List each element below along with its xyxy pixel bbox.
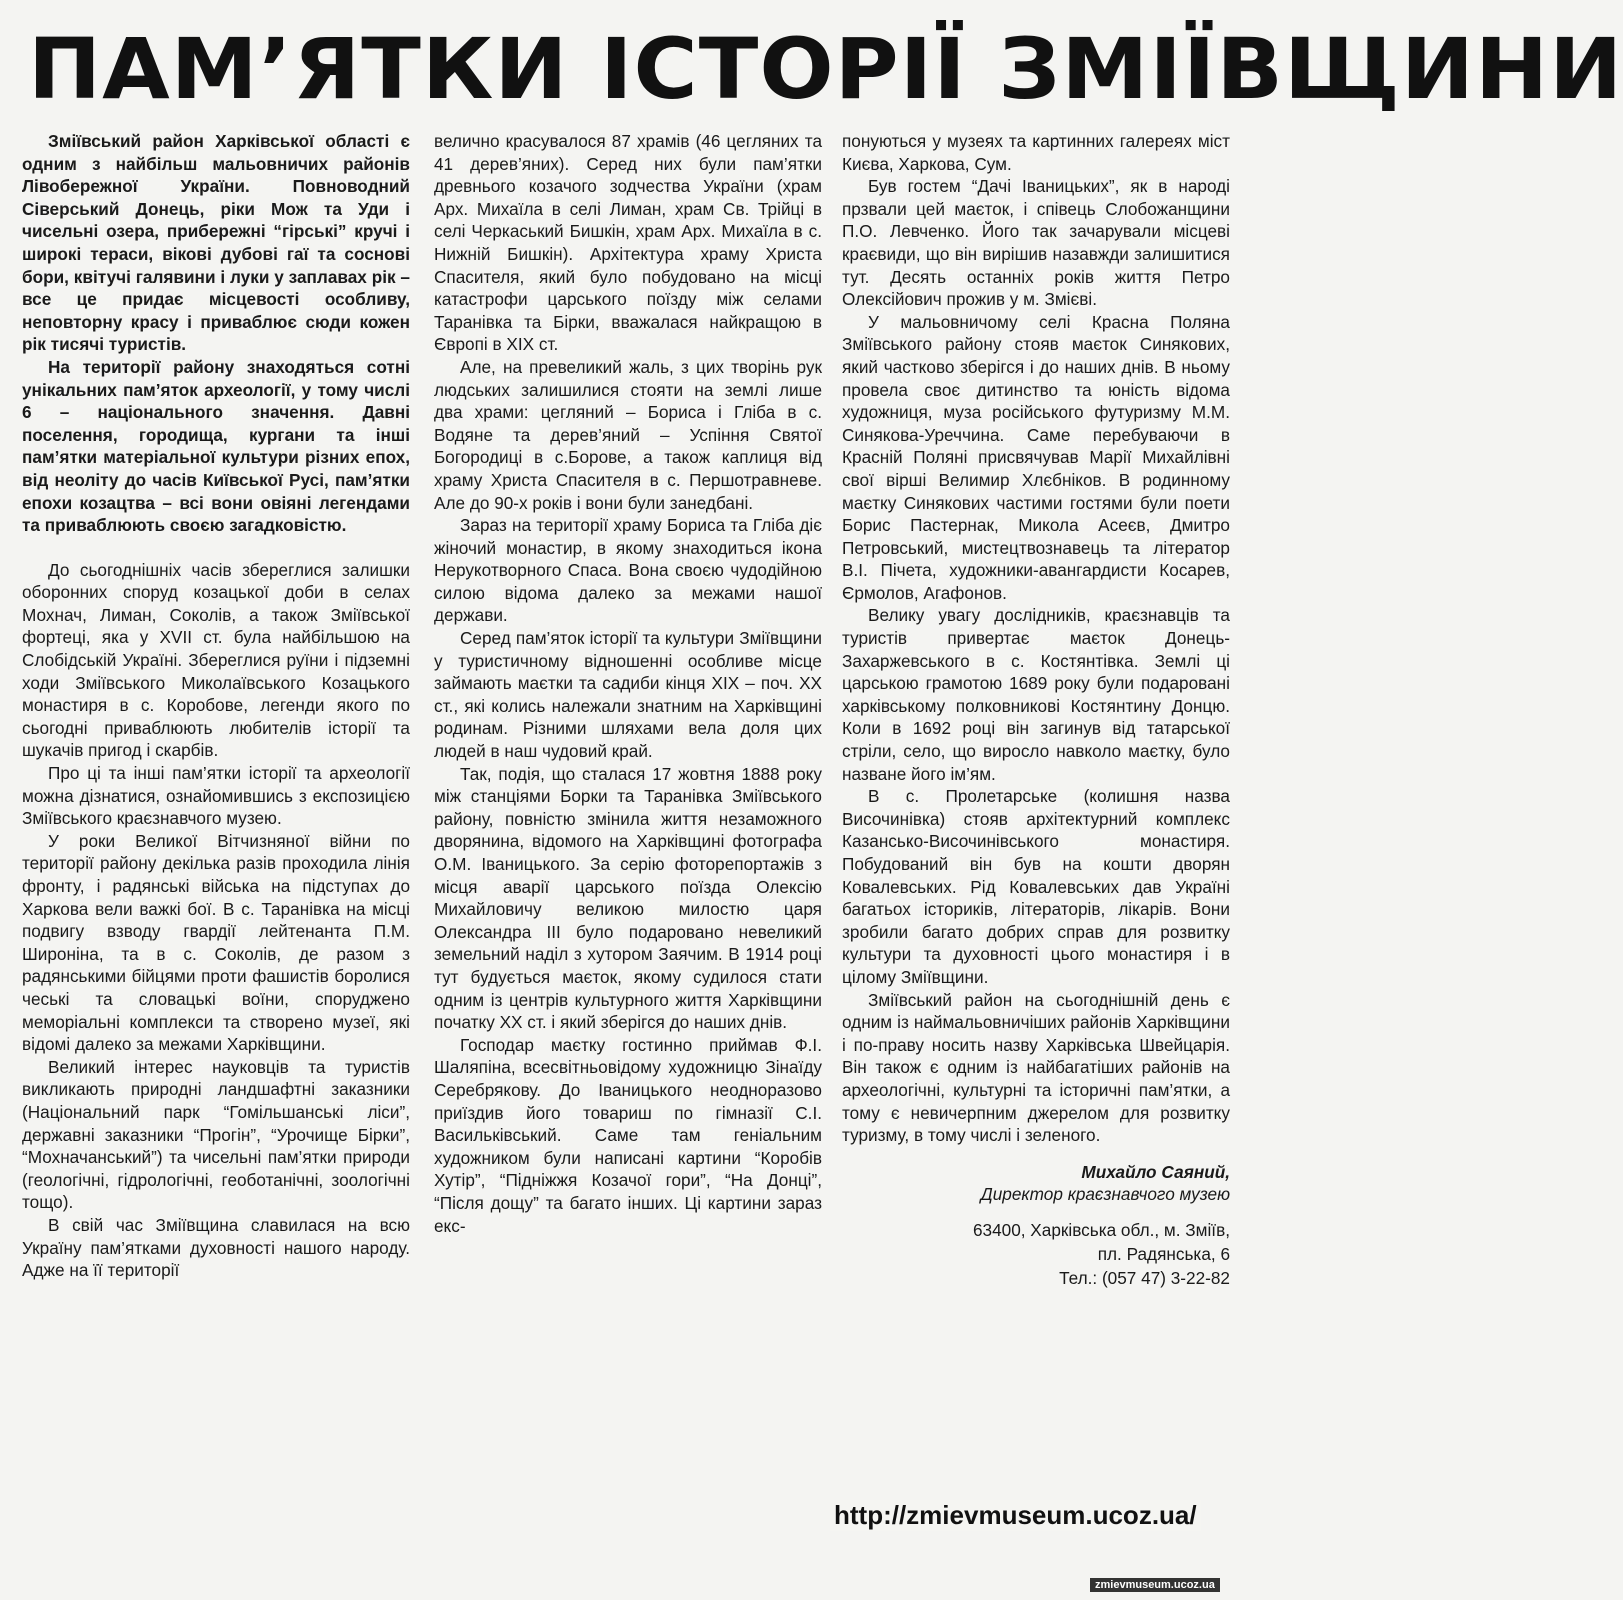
source-credit: zmievmuseum.ucoz.ua <box>1090 1578 1220 1592</box>
column-3 <box>842 130 1230 1570</box>
paragraph: Так, подія, що сталася 17 жовтня 1888 року між станціями Борки та Таранівка Зміївського району, повністю змінила життя незаможного дворянина, відомого на Харківщині фотографа О.М. Іваницького. За серію фоторепортажів з місця аварії царського поїзда Олексію Михайловичу великою милостю царя Олександра III було подаровано невеликий земельний наділ з хутором Заячим. В 1914 році тут будується маєток, якому судилося стати одним із центрів культурного життя Харківщини початку XX ст. і який зберігся до наших днів. <box>434 763 822 1033</box>
paragraph: Але, на превеликий жаль, з цих творінь рук людських залишилися стояти на землі лише два храми: цегляний – Бориса і Гліба в с. Водяне та дерев’яний – Успіння Святої Богородиці в с.Борове, а також каплиця від храму Христа Спасителя в с. Першотравневе. Але до 90-х років і вони були занедбані. <box>434 356 822 513</box>
paragraph: В с. Пролетарське (колишня назва Височинівка) стояв архітектурний комплекс Казансько-Височинівського монастиря. Побудований він був на кошти дворян Ковалевських. Рід Ковалевських дав Україні багатьох істориків, літераторів, лікарів. Вони зробили багато добрих справ для розвитку культури та духовності цього монастиря і в цілому Зміївщини. <box>842 786 1230 987</box>
paragraph: Господар маєтку гостинно приймав Ф.І. Шаляпіна, всесвітньовідому художницю Зінаїду Серебрякову. До Іваницького неодноразово приїздив його товариш по гімназії С.І. Васильківський. Саме там геніальним художником були написані картини “Коробів Хутір”, “Підніжжя Козачої гори”, “На Донці”, “Після дощу” та багато інших. Ці картини зараз екс- <box>434 1034 822 1236</box>
paragraph: Був гостем “Дачі Іваницьких”, як в народі прзвали цей маєток, і співець Слобожанщини П.О. Левченко. Його так зачарували місцеві краєвиди, що він вирішив назавжди залишитися тут. Десять останніх років життя Петро Олексійович прожив у м. Змієві. <box>842 176 1230 310</box>
paragraph: До сьогоднішніх часів збереглися залишки оборонних споруд козацької доби в селах Мохнач, Лиман, Соколів, а також Зміївської фортеці, яка у XVII ст. була найбільшою на Слобідській Україні. Збереглися руїни і підземні ходи Зміївського Миколаївського Козацького монастиря в с. Коробове, легенди якого по сьогодні приваблюють любителів історії та шукачів пригод і скарбів. <box>22 559 410 761</box>
article-body <box>22 130 1242 1570</box>
column-3-paragraphs <box>842 130 1230 1147</box>
address-line-1: 63400, Харківська обл., м. Зміїв, <box>972 1219 1230 1240</box>
paragraph: Зараз на території храму Бориса та Гліба діє жіночий монастир, в якому знаходиться ікона Нерукотворного Спаса. Вона своєю чудодійною силою відома далеко за межами нашої держави. <box>434 515 822 626</box>
author-title: Директор краєзнавчого музею <box>980 1184 1230 1205</box>
address-line-2: пл. Радянська, 6 <box>1097 1243 1230 1264</box>
paragraph: Великий інтерес науковців та туристів викликають природні ландшафтні заказники (Національний парк “Гомільшанські ліси”, державні заказники “Прогін”, “Урочище Бірки”, “Мохначанський”) та чисельні пам’ятки природи (геологічні, гідрологічні, геоботанічні, зоологічні тощо). <box>22 1056 410 1213</box>
paragraph: велично красувалося 87 храмів (46 цегляних та 41 дерев’яних). Серед них були пам’ятки древнього козачого зодчества України (храм Арх. Михаїла в селі Лиман, храм Св. Трійці в селі Черкаський Бишкін, храм Арх. Михаїла в с. Нижній Бишкін). Архітектура храму Христа Спасителя, який було побудовано на місці катастрофи царського поїзду між селами Таранівка та Бірки, вважалася найкращою в Європі в XIX ст. <box>434 131 822 355</box>
author-name: Михайло Саяний, <box>1081 1161 1230 1182</box>
paragraph: Зміївський район на сьогоднішній день є одним із наймальовничіших районів Харківщини і по-праву носить назву Харківська Швейцарія. Він також є одним із найбагатіших районів на археологічні, культурні та історичні пам’ятки, а тому є невичерпним джерелом для розвитку туризму, в тому числі і зеленого. <box>842 989 1230 1146</box>
website-watermark: http://zmievmuseum.ucoz.ua/ <box>830 1500 1201 1531</box>
paragraph: Про ці та інші пам’ятки історії та археології можна дізнатися, ознайомившись з експозицією Зміївського краєзнавчого музею. <box>22 763 410 829</box>
address-line-3: Тел.: (057 47) 3-22-82 <box>1059 1267 1230 1288</box>
paragraph: Серед пам’яток історії та культури Зміївщини у туристичному відношенні особливе місце займають маєтки та садиби кінця XIX – поч. XX ст., які колись належали знатним на Харківщині родинам. Різними шляхами вела доля цих людей в наш чудовий край. <box>434 628 822 762</box>
paragraph: Велику увагу дослідників, краєзнавців та туристів привертає маєток Донець-Захаржевського в с. Костянтівка. Землі ці царською грамотою 1689 року були подаровані харківському полковникові Костянтину Донцю. Коли в 1692 році він загинув від татарської стріли, село, що виросло навколо маєтку, було назване його ім’ям. <box>842 605 1230 784</box>
paragraph: У роки Великої Вітчизняної війни по території району декілька разів проходила лінія фронту, і радянські війська на підступах до Харкова вели важкі бої. В с. Таранівка на місці подвигу взводу гвардії лейтенанта П.М. Широніна, та в с. Соколів, де разом з радянськими бійцями проти фашистів боролися чеські та словацькі воїни, споруджено меморіальні комплекси та створено музеї, які відомі далеко за межами Харківщини. <box>22 830 410 1055</box>
column-2 <box>434 130 822 1570</box>
column-1 <box>22 130 410 1570</box>
paragraph: Зміївський район Харківської області є одним з найбільш мальовничих районів Лівобережної України. Повноводний Сіверський Донець, ріки Мож та Уди і чисельні озера, прибережні “гірські” кручі і широкі тераси, вікові дубові гаї та соснові бори, квітучі галявини і луки у заплавах рік – все це придає місцевості особливу, неповторну красу і приваблює сюди кожен рік тисячі туристів. <box>22 131 410 355</box>
paragraph: понуються у музеях та картинних галереях міст Києва, Харкова, Сум. <box>842 131 1230 174</box>
author-signature <box>842 1161 1230 1206</box>
paragraph: На території району знаходяться сотні унікальних пам’яток археології, у тому числі 6 – національного значення. Давні поселення, городища, кургани та інші пам’ятки матеріальної культури різних епох, від неоліту до часів Київської Русі, пам’ятки епохи козацтва – всі вони овіяні легендами та приваблюють своєю загадковістю. <box>22 356 410 536</box>
paragraph: У мальовничому селі Красна Поляна Зміївського району стояв маєток Синякових, який частково зберігся і до наших днів. В ньому провела своє дитинство та юність відома художниця, муза російського футуризму М.М. Синякова-Уреччина. Саме перебуваючи в Красній Поляні присвячував Марії Михайлівні свої вірші Велимир Хлєбніков. В родинному маєтку Синякових частими гостями були поети Борис Пастернак, Микола Асеєв, Дмитро Петровський, мистецтвознавець та літератор В.І. Пічета, художники-авангардисти Косарев, Єрмолов, Агафонов. <box>842 311 1230 603</box>
page-title: ПАМ’ЯТКИ ІСТОРІЇ ЗМІЇВЩИНИ <box>28 20 1623 118</box>
paragraph: В свій час Зміївщина славилася на всю Україну пам’ятками духовності нашого народу. Адже на її території <box>22 1214 410 1281</box>
museum-address <box>842 1218 1230 1290</box>
